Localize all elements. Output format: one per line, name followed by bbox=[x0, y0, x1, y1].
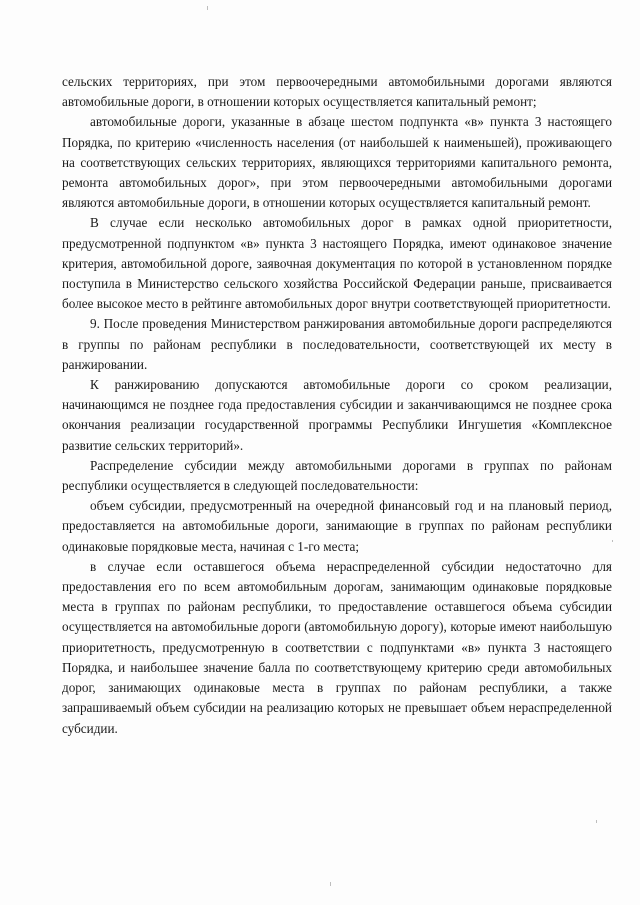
scan-speck bbox=[612, 540, 613, 542]
paragraph-4-item-9: 9. После проведения Министерством ранжирования автомобильные дороги распределяются в группы по районам республики в последовательности, соответствующей их месту в ранжировании. bbox=[62, 316, 612, 372]
paragraph-3: В случае если несколько автомобильных дорог в рамках одной приоритетности, предусмотренной подпунктом «в» пункта 3 настоящего Порядка, имеют одинаковое значение критерия, автомобильной дороге, заявочная документация по которой в установленном порядке поступила в Министерство сельского хозяйства Российской Федерации раньше, присваивается более высокое место в рейтинге автомобильных дорог внутри соответствующей приоритетности. bbox=[62, 215, 612, 312]
paragraph-2: автомобильные дороги, указанные в абзаце шестом подпункта «в» пункта 3 настоящего Порядка, по критерию «численность населения (от наибольшей к наименьшей), проживающего на соответствующих сельских территориях, являющихся территориями капитального ремонта, ремонта автомобильных дорог», при этом первоочередными автомобильными дорогами являются автомобильные дороги, в отношении которых осуществляется капитальный ремонт. bbox=[62, 114, 612, 211]
document-body bbox=[62, 72, 612, 739]
paragraph-1: сельских территориях, при этом первоочередными автомобильными дорогами являются автомобильные дороги, в отношении которых осуществляется капитальный ремонт; bbox=[62, 74, 612, 110]
paragraph-7: объем субсидии, предусмотренный на очередной финансовый год и на плановый период, предоставляется на автомобильные дороги, занимающие в группах по районам республики одинаковые порядковые места, начиная с 1-го места; bbox=[62, 498, 612, 554]
paragraph-5: К ранжированию допускаются автомобильные дороги со сроком реализации, начинающимся не позднее года предоставления субсидии и заканчивающимся не позднее срока окончания реализации государственной программы Республики Ингушетия «Комплексное развитие сельских территорий». bbox=[62, 377, 612, 453]
paragraph-8: в случае если оставшегося объема нераспределенной субсидии недостаточно для предоставления его по всем автомобильным дорогам, занимающим одинаковые порядковые места в группах по районам республики, то предоставление оставшегося объема субсидии осуществляется на автомобильные дороги (автомобильную дорогу), которые имеют наибольшую приоритетность, предусмотренную в соответствии с подпунктами «в» пункта 3 настоящего Порядка, и наибольшее значение балла по соответствующему критерию среди автомобильных дорог, занимающих одинаковые места в группах по районам республики, а также запрашиваемый объем субсидии на реализацию которых не превышает объем нераспределенной субсидии. bbox=[62, 558, 612, 736]
scan-speck bbox=[207, 6, 208, 10]
paragraph-6: Распределение субсидии между автомобильными дорогами в группах по районам республики осуществляется в следующей последовательности: bbox=[62, 457, 612, 494]
scan-speck bbox=[596, 820, 597, 823]
scan-speck bbox=[330, 882, 331, 886]
